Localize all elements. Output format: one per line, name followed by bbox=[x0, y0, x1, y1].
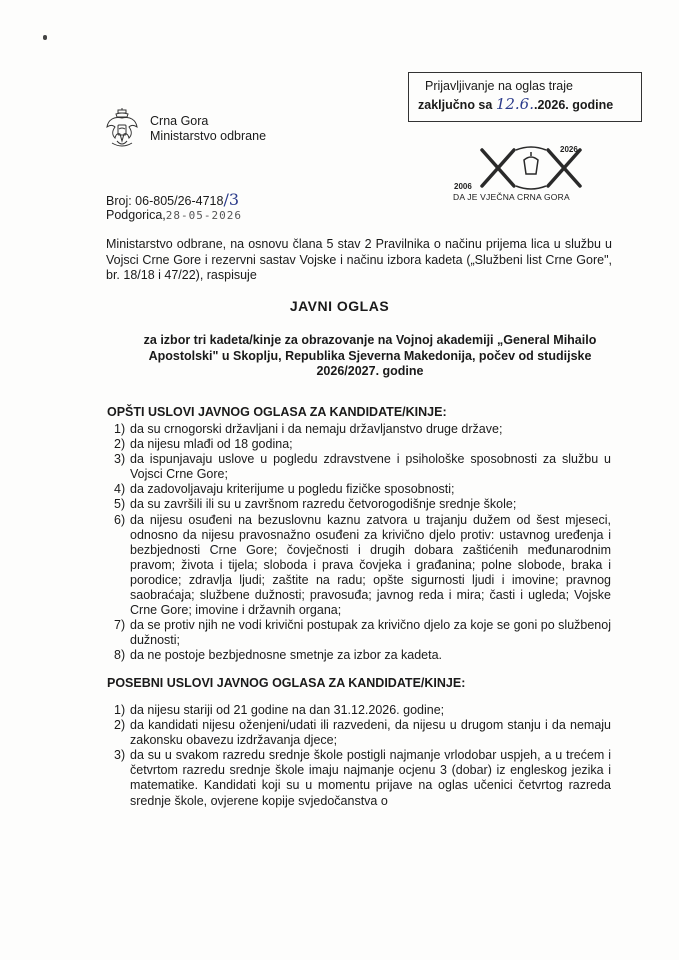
list-item: 8) da ne postoje bezbjednosne smetnje za izbor za kadeta. bbox=[114, 648, 443, 663]
reference-place: Podgorica, bbox=[106, 208, 166, 222]
document-subtitle: za izbor tri kadeta/kinje za obrazovanje na Vojnoj akademiji „General Mihailo Apostolski" u Skoplju, Republika Sjeverna Makedonija, počev od studijske 2026/2027. godine bbox=[143, 333, 597, 378]
reference-date-stamp: 28-05-2026 bbox=[165, 209, 242, 222]
jubilee-motto: DA JE VJEČNA CRNA GORA bbox=[453, 192, 570, 202]
list-item: 3) da su u svakom razredu srednje škole postigli najmanje vrlodobar uspjeh, a u trećem i četvrtom razredu srednje škole imaju najmanje ocjenu 3 (dobar) iz engleskog jezika i matematike. Kandidati koji su u momentu prijave na oglas učenici četvrtog razreda srednje škole, ovjerene kopije svjedočanstva o bbox=[114, 748, 611, 808]
list-item: 2) da nijesu mlađi od 18 godina; bbox=[114, 437, 293, 452]
deadline-handwritten-date: 12.6. bbox=[495, 95, 534, 113]
general-conditions-list bbox=[114, 422, 611, 664]
deadline-line2 bbox=[418, 95, 613, 113]
org-ministry: Ministarstvo odbrane bbox=[150, 129, 267, 143]
deadline-suffix: .2026. godine bbox=[534, 98, 614, 112]
list-item: 6) da nijesu osuđeni na bezuslovnu kaznu zatvora u trajanju dužem od šest mjeseci, odnosno da nijesu pravosnažno osuđeni za krivično djelo protiv: ustavnog uređenja i bezbjednosti Crne Gore; čovječnosti i drugih dobara zaštićenih međunarodnim pravom; života i tijela; sloboda i prava čovjeka i građanina; polne slobode, braka i porodice; zdravlja ljudi; zaštite na radu; opšte sigurnosti ljudi i imovine; pravnog saobraćaja; službene dužnosti; pravosuđa; javnog reda i mira; časti i ugleda; Vojske Crne Gore; imovine i državnih organa; bbox=[114, 512, 611, 618]
special-conditions-heading: POSEBNI USLOVI JAVNOG OGLASA ZA KANDIDATE/KINJE: bbox=[107, 676, 466, 690]
reference-number: Broj: 06-805/26-4718 bbox=[106, 194, 224, 208]
deadline-line1: Prijavljivanje na oglas traje bbox=[425, 79, 573, 93]
deadline-prefix: zaključno sa bbox=[418, 98, 493, 112]
list-item: 1) da nijesu stariji od 21 godine na dan 31.12.2026. godine; bbox=[114, 703, 445, 717]
organization-name bbox=[150, 114, 266, 144]
general-conditions-heading: OPŠTI USLOVI JAVNOG OGLASA ZA KANDIDATE/KINJE: bbox=[107, 405, 447, 419]
special-conditions-list bbox=[114, 703, 611, 809]
list-item: 4) da zadovoljavaju kriterijume u pogledu fizičke sposobnosti; bbox=[114, 482, 455, 497]
jubilee-year-end: 2026 bbox=[560, 145, 578, 154]
intro-paragraph: Ministarstvo odbrane, na osnovu člana 5 stav 2 Pravilnika o načinu prijema lica u službu u Vojsci Crne Gore i rezervni sastav Vojske i načinu izbora kadeta („Službeni list Crne Gore", br. 18/18 i 47/22), raspisuje bbox=[106, 237, 612, 282]
document-title: JAVNI OGLAS bbox=[289, 298, 390, 314]
list-item: 3) da ispunjavaju uslove u pogledu zdravstvene i psihološke sposobnosti za službu u Vojsci Crne Gore; bbox=[114, 452, 611, 482]
coat-of-arms-icon bbox=[104, 107, 140, 149]
org-country: Crna Gora bbox=[150, 114, 209, 128]
list-item: 5) da su završili ili su u završnom razredu četvorogodišnje srednje škole; bbox=[114, 497, 517, 512]
list-item: 7) da se protiv njih ne vodi krivični postupak za krivično djelo za koje se goni po službenoj dužnosti; bbox=[114, 618, 611, 648]
scan-speck bbox=[43, 35, 47, 40]
list-item: 1) da su crnogorski državljani i da nemaju državljanstvo druge države; bbox=[114, 422, 503, 436]
reference-block bbox=[106, 190, 242, 223]
reference-number-suffix: /3 bbox=[223, 190, 240, 209]
jubilee-year-start: 2006 bbox=[454, 182, 472, 191]
list-item: 2) da kandidati nijesu oženjeni/udati ili razvedeni, da nijesu u drugom stanju i da nemaju zakonsku obavezu izdržavanja djece; bbox=[114, 718, 611, 748]
